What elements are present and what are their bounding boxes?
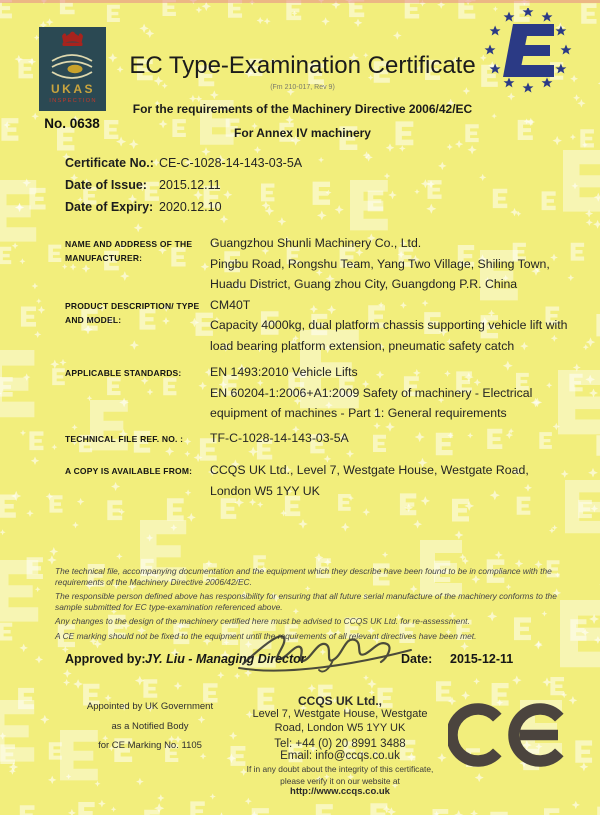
- crown-icon: [62, 32, 83, 46]
- verify-note-line: please verify it on our website at: [280, 776, 400, 786]
- issuer-phone: Tel: +44 (0) 20 8991 3488: [274, 738, 406, 750]
- legal-paragraph: The responsible person defined above has responsibility for ensuring that all future serial manufacture of the machinery conforms to the sample submitted for EC type-examination referenced above.: [55, 591, 557, 612]
- copy-available-value: CCQS UK Ltd., Level 7, Westgate House, Westgate Road, London W5 1YY UK: [210, 463, 529, 498]
- notified-body-number: No. 0638: [44, 116, 100, 131]
- certificate-fields: [65, 156, 302, 222]
- field-row: [65, 200, 302, 222]
- issuer-name: CCQS UK Ltd.,: [298, 694, 382, 708]
- product-value: CM40T Capacity 4000kg, dual platform chassis supporting vehicle lift with load bearing platform extension, pneumatic safety catch: [210, 297, 568, 353]
- approver-name: JY. Liu - Managing Director: [145, 652, 306, 666]
- directive-line: For the requirements of the Machinery Directive 2006/42/EC: [132, 102, 473, 116]
- ukas-logo-icon: [39, 27, 106, 111]
- certificate-title: EC Type-Examination Certificate: [129, 52, 476, 79]
- issuer-email: Email: info@ccqs.co.uk: [280, 750, 400, 762]
- header: [110, 52, 495, 140]
- annex-line: For Annex IV machinery: [234, 126, 371, 140]
- ukas-inspection-logo: [30, 27, 114, 131]
- verify-note-line: If in any doubt about the integrity of this certificate,: [246, 764, 434, 774]
- issuer-contact-block: [225, 694, 455, 797]
- technical-file-value: TF-C-1028-14-143-03-5A: [210, 430, 349, 445]
- issuer-address-line: Road, London W5 1YY UK: [274, 721, 406, 734]
- scan-edge-artifact: [0, 0, 600, 3]
- standards-label: APPLICABLE STANDARDS:: [65, 368, 182, 378]
- approved-by-label: Approved by:: [65, 652, 146, 666]
- notified-body-line: Appointed by UK Government: [86, 701, 214, 712]
- notified-body-line: for CE Marking No. 1105: [98, 740, 202, 751]
- standards-value: EN 1493:2010 Vehicle Lifts EN 60204-1:2006+A1:2009 Safety of machinery - Electrical equipment of machines - Part 1: General requirements: [210, 365, 533, 420]
- copy-available-row: [65, 460, 575, 501]
- legal-paragraph: The technical file, accompanying documentation and the equipment which they describe have been found to be in compliance with the requirements of the Machinery Directive 2006/42/EC.: [55, 566, 552, 587]
- svg-text:INSPECTION: INSPECTION: [48, 98, 97, 104]
- approval-row: [65, 652, 575, 686]
- date-of-issue-value: 2015.12.11: [159, 178, 221, 192]
- detail-sections: [65, 233, 575, 501]
- issuer-address-line: Level 7, Westgate House, Westgate: [252, 708, 428, 720]
- technical-file-row: [65, 428, 575, 449]
- copy-available-label: A COPY IS AVAILABLE FROM:: [65, 466, 193, 476]
- approval-date: 2015-12-11: [450, 652, 514, 666]
- notified-body-line: as a Notified Body: [111, 720, 189, 732]
- field-row: [65, 178, 302, 200]
- issuer-website: http://www.ccqs.co.uk: [290, 786, 390, 797]
- technical-file-label: TECHNICAL FILE REF. NO. :: [65, 433, 184, 444]
- date-of-expiry-value: 2020.12.10: [159, 200, 222, 214]
- legal-paragraph: A CE marking should not be fixed to the equipment until the requirements of all relevant directives have been met.: [55, 630, 477, 641]
- form-reference: (Fm 210-017, Rev 9): [270, 84, 335, 91]
- ccqs-e-icon: [503, 24, 554, 77]
- field-row: [65, 156, 302, 178]
- legal-paragraph: Any changes to the design of the machinery certified here must be advised to CCQS UK Ltd. for re-assessment.: [55, 616, 470, 627]
- product-row: [65, 295, 575, 357]
- certificate-number-label: Certificate No.:: [65, 156, 154, 170]
- date-label: Date:: [401, 652, 433, 666]
- date-of-issue-label: Date of Issue:: [65, 178, 147, 192]
- ce-mark-icon: [448, 696, 576, 774]
- manufacturer-row: [65, 233, 575, 295]
- product-label: PRODUCT DESCRIPTION/ TYPE AND MODEL:: [65, 300, 200, 325]
- standards-row: [65, 362, 575, 424]
- notified-body-block: [55, 701, 245, 760]
- manufacturer-value: Guangzhou Shunli Machinery Co., Ltd. Pingbu Road, Rongshu Team, Yang Two Village, Shiling Town, Huadu District, Guang zhou City, Guangdong P.R. China: [210, 236, 550, 291]
- manufacturer-label: NAME AND ADDRESS OF THE MANUFACTURER:: [65, 239, 193, 263]
- svg-text:UKAS: UKAS: [50, 82, 95, 96]
- signature: [237, 624, 417, 674]
- certificate-number-value: CE-C-1028-14-143-03-5A: [159, 156, 303, 170]
- date-of-expiry-label: Date of Expiry:: [65, 200, 154, 214]
